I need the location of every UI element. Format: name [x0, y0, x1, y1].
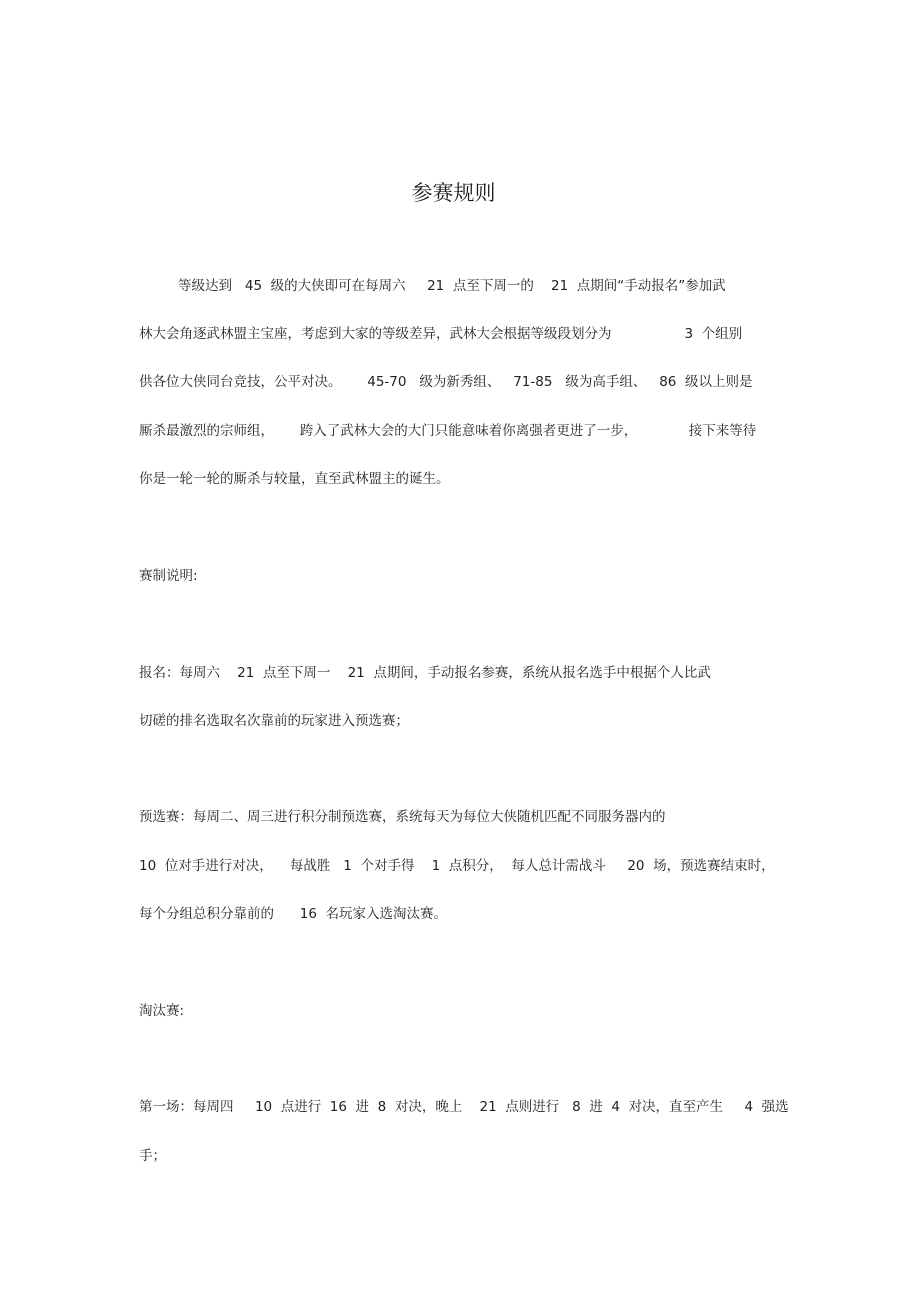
format-heading: 赛制说明:	[139, 568, 198, 584]
knockout-line-2: 手；	[139, 1148, 166, 1164]
registration-line-2: 切磋的排名选取名次靠前的玩家进入预选赛；	[139, 713, 409, 729]
intro-line-1: 等级达到 45 级的大侠即可在每周六 21 点至下周一的 21 点期间“手动报名”参加武	[178, 278, 726, 294]
preliminary-line-1: 预选赛：每周二、周三进行积分制预选赛，系统每天为每位大侠随机匹配不同服务器内的	[139, 809, 666, 825]
knockout-heading: 淘汰赛:	[139, 1003, 185, 1019]
intro-line-2: 林大会角逐武林盟主宝座，考虑到大家的等级差异，武林大会根据等级段划分为 3 个组别	[139, 326, 743, 342]
preliminary-line-3: 每个分组总积分靠前的 16 名玩家入选淘汰赛。	[139, 906, 448, 922]
preliminary-line-2: 10 位对手进行对决， 每战胜 1 个对手得 1 点积分， 每人总计需战斗 20 场，预选赛结束时，	[139, 858, 775, 874]
knockout-line-1: 第一场：每周四 10 点进行 16 进 8 对决，晚上 21 点则进行 8 进 4 对决，直至产生 4 强选	[139, 1099, 789, 1115]
intro-line-3: 供各位大侠同台竞技，公平对决。 45-70 级为新秀组、 71-85 级为高手组、 86 级以上则是	[139, 374, 753, 390]
intro-line-4: 厮杀最激烈的宗师组， 跨入了武林大会的大门只能意味着你离强者更进了一步， 接下来等待	[139, 423, 757, 439]
registration-line-1: 报名：每周六 21 点至下周一 21 点期间，手动报名参赛，系统从报名选手中根据个人比武	[139, 665, 711, 681]
intro-line-5: 你是一轮一轮的厮杀与较量，直至武林盟主的诞生。	[139, 471, 450, 487]
document-title: 参赛规则	[411, 181, 496, 205]
